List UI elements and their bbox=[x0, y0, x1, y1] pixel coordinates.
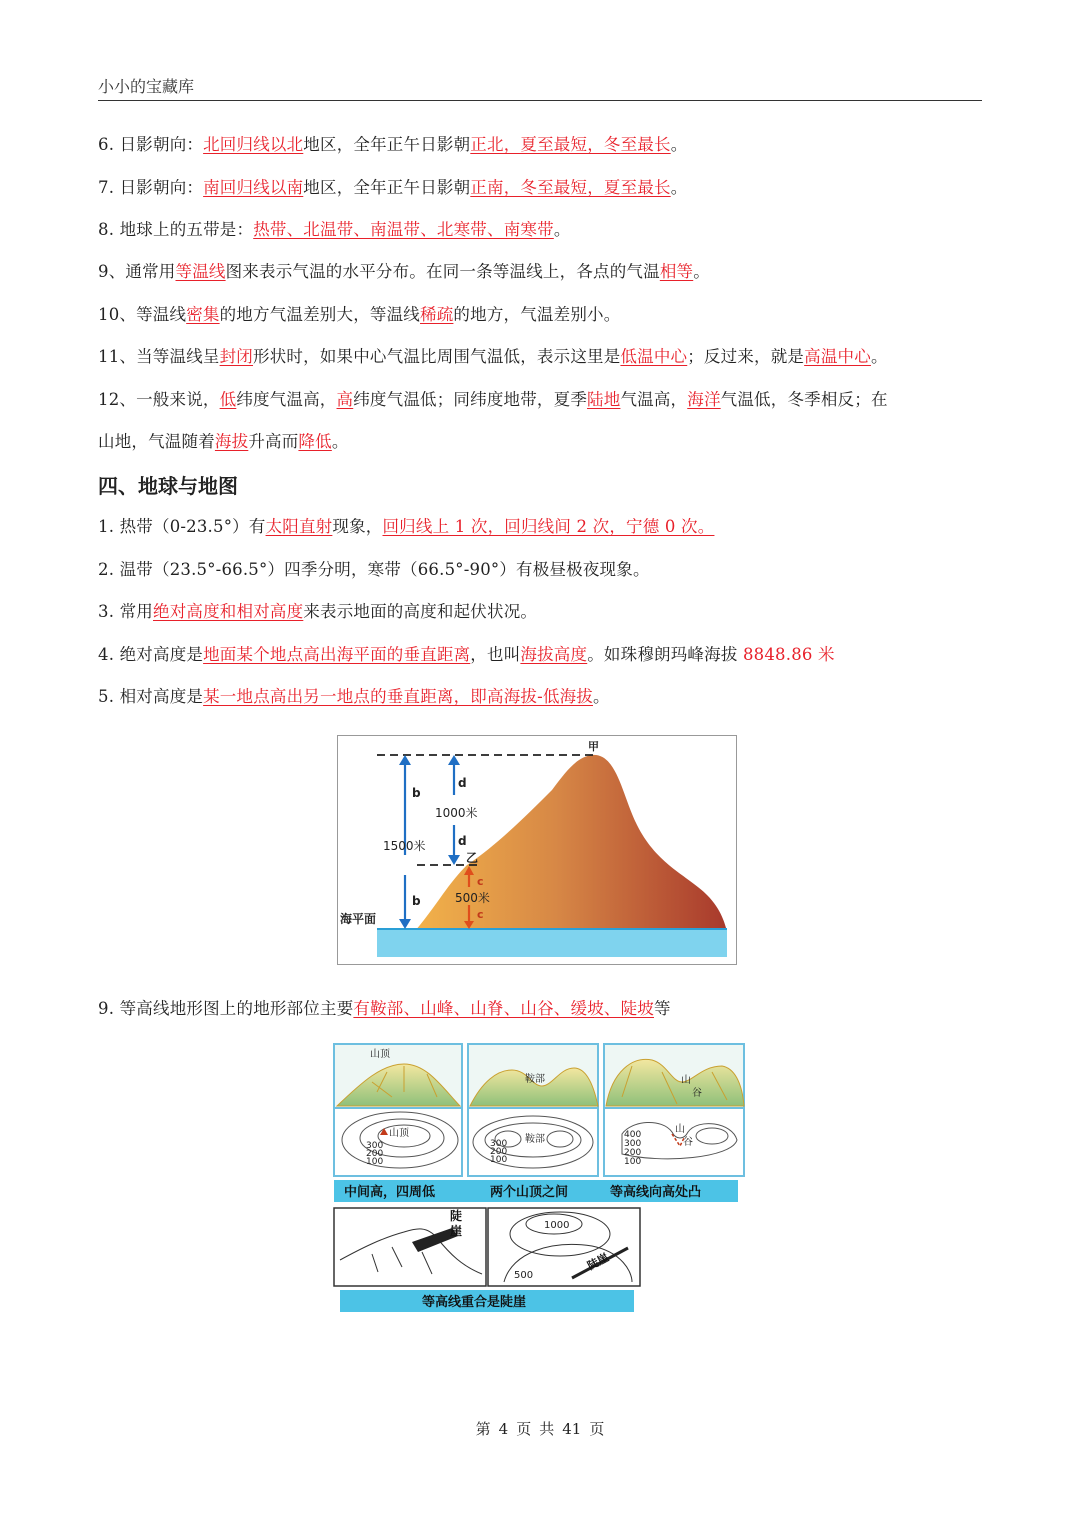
item-8 bbox=[98, 219, 571, 241]
text: 5. 相对高度是 bbox=[98, 687, 204, 706]
text: 4. 绝对高度是 bbox=[98, 645, 204, 664]
answer: 相等 bbox=[659, 262, 694, 281]
header-divider bbox=[98, 100, 982, 101]
peak-label-contour: 山顶 bbox=[389, 1128, 409, 1139]
text: 来表示地面的高度和起伏状况。 bbox=[303, 602, 538, 621]
text: 11、当等温线呈 bbox=[98, 347, 220, 366]
contour-label-500: 500 bbox=[514, 1270, 534, 1281]
contour-label-200: 200 bbox=[490, 1147, 508, 1157]
cliff-label-contour: 陡崖 bbox=[585, 1250, 611, 1273]
text: 3. 常用 bbox=[98, 602, 153, 621]
label-b-upper: b bbox=[412, 786, 421, 800]
caption-peak: 中间高，四周低 bbox=[344, 1185, 436, 1200]
caption-cliff: 等高线重合是陡崖 bbox=[422, 1295, 527, 1310]
label-yi: 乙 bbox=[466, 851, 479, 865]
footer-text: 页 bbox=[516, 1420, 532, 1438]
s4-item-4 bbox=[98, 644, 835, 666]
answer: 某一地点高出另一地点的垂直距离，即高海拔-低海拔 bbox=[203, 687, 593, 706]
answer: 降低 bbox=[298, 432, 332, 451]
label-c-lower: c bbox=[477, 908, 484, 921]
text: 山地，气温随着 bbox=[98, 432, 215, 451]
answer: 热带、北温带、南温带、北寒带、南寒带 bbox=[253, 220, 554, 239]
saddle-label-top: 鞍部 bbox=[525, 1074, 545, 1085]
contour-label-300: 300 bbox=[366, 1141, 384, 1151]
text: 气温高， bbox=[620, 390, 688, 409]
page-header-title: 小小的宝藏库 bbox=[98, 77, 195, 96]
answer: 高 bbox=[336, 390, 354, 409]
item-12-continued bbox=[98, 431, 349, 453]
text: 图来表示气温的水平分布。在同一条等温线上，各点的气温 bbox=[225, 262, 660, 281]
text: 地区，全年正午日影朝 bbox=[303, 135, 471, 154]
label-500m: 500米 bbox=[455, 891, 490, 905]
text: 气温低，冬季相反；在 bbox=[720, 390, 888, 409]
label-d-upper: d bbox=[458, 776, 467, 790]
footer-text: 页 bbox=[589, 1420, 605, 1438]
text: 2. 温带（23.5°-66.5°）四季分明，寒带（66.5°-90°）有极昼极夜现象。 bbox=[98, 560, 650, 579]
cliff-label-1: 陡 bbox=[450, 1209, 463, 1223]
answer: 低 bbox=[219, 390, 237, 409]
altitude-diagram bbox=[337, 735, 737, 965]
text: ，也叫 bbox=[470, 645, 521, 664]
footer-text: 共 bbox=[539, 1420, 555, 1438]
caption-valley: 等高线向高处凸 bbox=[610, 1185, 702, 1200]
answer: 地面某个地点高出海平面的垂直距离 bbox=[203, 645, 471, 664]
label-sea-level: 海平面 bbox=[340, 912, 377, 926]
valley-label-contour-1: 山 bbox=[675, 1124, 685, 1135]
text: 纬度气温高， bbox=[236, 390, 337, 409]
s4-item-9 bbox=[98, 998, 671, 1020]
answer: 有鞍部、山峰、山脊、山谷、缓坡、陡坡 bbox=[353, 999, 654, 1018]
text: 纬度气温低；同纬度地带，夏季 bbox=[353, 390, 588, 409]
answer: 正北，夏至最短，冬至最长 bbox=[470, 135, 671, 154]
answer: 陆地 bbox=[587, 390, 621, 409]
text: 12、一般来说， bbox=[98, 390, 220, 409]
valley-label-contour-2: 谷 bbox=[683, 1137, 693, 1148]
answer: 8848.86 米 bbox=[742, 645, 835, 664]
answer: 海拔高度 bbox=[520, 645, 588, 664]
answer: 海洋 bbox=[687, 390, 721, 409]
sea-water bbox=[377, 929, 727, 957]
answer: 绝对高度和相对高度 bbox=[153, 602, 304, 621]
text: 现象， bbox=[332, 517, 383, 536]
text: 6. 日影朝向： bbox=[98, 135, 204, 154]
page-footer bbox=[0, 1418, 1080, 1439]
text: 10、等温线 bbox=[98, 305, 187, 324]
item-10 bbox=[98, 304, 620, 326]
answer: 海拔 bbox=[214, 432, 249, 451]
text: 9、通常用 bbox=[98, 262, 176, 281]
label-c-upper: c bbox=[477, 875, 484, 888]
item-9 bbox=[98, 261, 710, 283]
contour-label-300: 300 bbox=[490, 1139, 508, 1149]
label-1500m: 1500米 bbox=[383, 839, 426, 853]
text: 。 bbox=[670, 135, 688, 154]
item-12 bbox=[98, 389, 888, 411]
text: 。 bbox=[870, 347, 888, 366]
contour-label-100: 100 bbox=[490, 1155, 508, 1165]
text: 的地方，气温差别小。 bbox=[453, 305, 621, 324]
label-d-lower: d bbox=[458, 834, 467, 848]
item-6 bbox=[98, 134, 687, 156]
text: 升高而 bbox=[248, 432, 299, 451]
text: 。 bbox=[693, 262, 710, 281]
text: 8. 地球上的五带是： bbox=[98, 220, 254, 239]
answer: 南回归线以南 bbox=[203, 178, 304, 197]
text: 等 bbox=[654, 999, 671, 1018]
s4-item-5 bbox=[98, 686, 610, 708]
text: ；反过来，就是 bbox=[687, 347, 805, 366]
text: 。如珠穆朗玛峰海拔 bbox=[587, 645, 743, 664]
text: 。 bbox=[592, 687, 610, 706]
text: 7. 日影朝向： bbox=[98, 178, 204, 197]
answer: 回归线上 1 次，回归线间 2 次，宁德 0 次。 bbox=[382, 517, 715, 536]
saddle-label-contour: 鞍部 bbox=[525, 1134, 545, 1145]
contour-label-200: 200 bbox=[366, 1149, 384, 1159]
label-jia: 甲 bbox=[588, 740, 599, 753]
contour-label-400: 400 bbox=[624, 1130, 642, 1140]
answer: 低温中心 bbox=[620, 347, 688, 366]
contour-label-200: 200 bbox=[624, 1148, 642, 1158]
label-b-lower: b bbox=[412, 894, 421, 908]
item-11 bbox=[98, 346, 888, 368]
footer-text: 第 bbox=[475, 1420, 491, 1438]
section-heading: 四、地球与地图 bbox=[98, 474, 238, 498]
answer: 正南，冬至最短，夏至最长 bbox=[470, 178, 671, 197]
contour-label-300: 300 bbox=[624, 1139, 642, 1149]
text: 。 bbox=[553, 220, 571, 239]
text: 形状时，如果中心气温比周围气温低，表示这里是 bbox=[253, 347, 621, 366]
contour-diagram bbox=[332, 1042, 748, 1314]
text: 地区，全年正午日影朝 bbox=[303, 178, 471, 197]
contour-label-100: 100 bbox=[624, 1157, 642, 1167]
text: 的地方气温差别大，等温线 bbox=[219, 305, 421, 324]
caption-saddle: 两个山顶之间 bbox=[490, 1185, 569, 1200]
answer: 等温线 bbox=[175, 262, 226, 281]
s4-item-1 bbox=[98, 516, 714, 538]
text: 1. 热带（0-23.5°）有 bbox=[98, 517, 266, 536]
label-1000m: 1000米 bbox=[435, 806, 478, 820]
s4-item-2 bbox=[98, 559, 650, 581]
text: 。 bbox=[331, 432, 349, 451]
page-number: 4 bbox=[498, 1420, 509, 1438]
s4-item-3 bbox=[98, 601, 537, 623]
answer: 太阳直射 bbox=[265, 517, 333, 536]
peak-label-top: 山顶 bbox=[370, 1049, 390, 1060]
text: 9. 等高线地形图上的地形部位主要 bbox=[98, 999, 354, 1018]
answer: 密集 bbox=[186, 305, 220, 324]
total-pages: 41 bbox=[562, 1420, 582, 1438]
valley-label-top-1: 山 bbox=[681, 1075, 691, 1086]
answer: 高温中心 bbox=[804, 347, 871, 366]
answer: 封闭 bbox=[219, 347, 254, 366]
item-7 bbox=[98, 177, 687, 199]
cliff-label-2: 崖 bbox=[450, 1224, 463, 1238]
contour-label-100: 100 bbox=[366, 1157, 384, 1167]
text: 。 bbox=[670, 178, 688, 197]
answer: 北回归线以北 bbox=[203, 135, 304, 154]
contour-label-1000: 1000 bbox=[544, 1220, 570, 1231]
valley-label-top-2: 谷 bbox=[692, 1088, 702, 1099]
panel-cliff-3d bbox=[334, 1208, 486, 1286]
answer: 稀疏 bbox=[420, 305, 454, 324]
